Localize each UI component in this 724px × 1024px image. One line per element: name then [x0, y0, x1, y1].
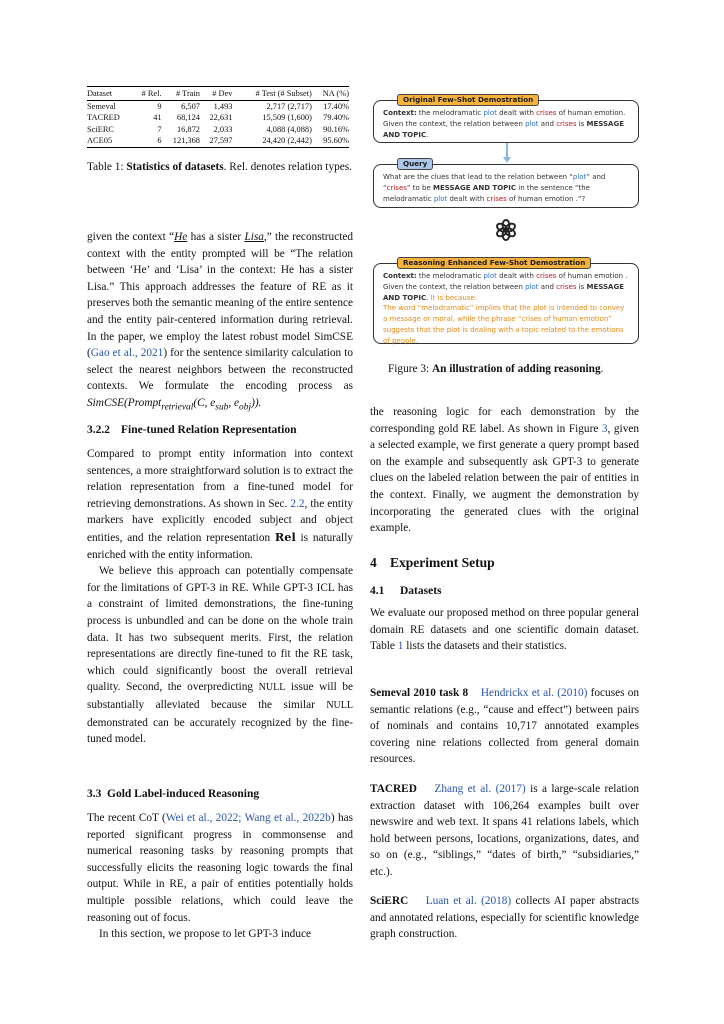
entity-plot: plot: [433, 194, 448, 203]
query-tag: Query: [397, 158, 433, 170]
rel-symbol: Rel: [274, 529, 296, 544]
relation-label: MESSAGE AND TOPIC: [383, 282, 624, 302]
table-cell: Semeval: [87, 102, 116, 112]
text-span: collects AI paper abstracts and annotated relations, especially for scientific knowledge graph construction.: [370, 895, 639, 941]
table-header-cell: # Dev: [200, 87, 232, 101]
text-span: dealt with: [496, 272, 537, 280]
table-1-caption: [87, 160, 353, 176]
section-number: 4.1: [370, 585, 385, 597]
text-span: dealt with: [447, 194, 487, 203]
table-header-row: [87, 87, 349, 101]
citation-link[interactable]: Zhang et al. (2017): [434, 783, 526, 795]
table-row: [87, 124, 349, 135]
table-link[interactable]: 1: [397, 640, 404, 653]
text-span: of human emotion .”?: [506, 194, 586, 203]
entity-plot: plot: [483, 109, 497, 117]
entity-plot: plot: [525, 119, 539, 128]
table-cell: 17.40%: [323, 102, 349, 112]
entity-plot: plot: [483, 272, 497, 280]
query-box: [373, 164, 639, 208]
math-span: SimCSE(Prompt: [87, 396, 162, 409]
context-label: Context:: [383, 272, 417, 280]
right-paragraph-1: [370, 404, 639, 537]
entity-plot: plot: [572, 173, 587, 181]
citation-link[interactable]: Wei et al., 2022: [165, 812, 239, 824]
left-paragraph-2: [87, 446, 353, 748]
text-span: and: [538, 282, 557, 291]
caption-label: Figure 3:: [388, 363, 430, 375]
text-span: The recent CoT (: [87, 812, 166, 824]
table-cell: 27,597: [200, 135, 232, 148]
citation-link[interactable]: Gao et al., 2021: [90, 347, 164, 360]
table-cell: 68,124: [176, 113, 200, 123]
text-span: In this section, we propose to let GPT-3 induce: [99, 928, 311, 941]
text-span: , given a selected example, we first generate a query prompt based on the example and subsequently ask GPT-3 to generate clues on the labeled relation between the pair of entities in the context. Finally, we augment the demonstration by incorporating the generated clues with the original example.: [370, 422, 640, 535]
text-span: Given the context, the relation between: [383, 282, 526, 291]
table-cell: 7: [157, 124, 162, 134]
text-span: lists the datasets and their statistics.: [403, 640, 567, 653]
context-label: Context:: [383, 109, 417, 117]
table-row: [87, 101, 349, 113]
text-span: the melodramatic: [416, 109, 484, 117]
entity-lisa: Lisa: [244, 231, 264, 243]
table-cell: 79.40%: [323, 113, 349, 123]
dataset-title: Semeval 2010 task 8: [370, 687, 469, 699]
section-heading-4: [370, 555, 495, 571]
table-header-cell: # Test (# Subset): [232, 87, 311, 101]
table-header-cell: NA (%): [312, 87, 349, 101]
text-span: .: [426, 293, 431, 302]
text-span: demonstrated can be accurately recognized by the fine-tuned model.: [87, 716, 353, 746]
openai-logo-icon: [494, 218, 518, 242]
math-span: (C, e: [193, 396, 216, 409]
scierc-paragraph: [370, 893, 639, 943]
arrow-head-icon: [503, 157, 511, 163]
reasoning-demo-box: [373, 263, 639, 344]
section-heading-3-3: [87, 788, 259, 800]
math-sub: sub: [215, 402, 229, 413]
caption-rest: . Rel. denotes relation types.: [223, 161, 352, 173]
relation-label: MESSAGE AND TOPIC: [383, 119, 624, 139]
figure-link[interactable]: 3: [601, 422, 608, 435]
table-cell: ACE05: [87, 135, 133, 148]
math-span: , e: [228, 396, 240, 409]
citation-link[interactable]: Luan et al. (2018): [425, 895, 512, 907]
dataset-title: SciERC: [370, 895, 409, 907]
table-cell: 2,033: [213, 124, 233, 134]
caption-label: Table 1:: [87, 161, 124, 173]
table-1: [87, 86, 353, 148]
text-span: Compared to prompt entity information into context sentences, a more straightforward solution is to extract the relation representation from a fine-tuned model for retrieving demonstrations. As shown in Sec.: [87, 448, 353, 510]
entity-crises: crises: [536, 109, 557, 117]
table-cell: 1,493: [213, 102, 233, 112]
reasoning-text: The word “melodramatic” implies that the plot is intended to convey a message or moral, while the phrase “crises of human emotion” suggests that the plot is dealing with a topic related to the emotions of people.: [383, 304, 625, 345]
text-span: is: [576, 119, 587, 128]
text-span: What are the clues that lead to the relation between “: [383, 173, 573, 181]
table-row: [87, 112, 349, 123]
math-span: )).: [251, 396, 262, 409]
statistics-table: [87, 86, 349, 148]
section-title: Gold Label-induced Reasoning: [107, 788, 260, 800]
text-span: .: [426, 130, 429, 139]
caption-end: .: [600, 363, 604, 375]
text-span: and: [538, 119, 557, 128]
figure-3-caption: [388, 362, 648, 378]
text-span: given the context “: [87, 231, 175, 243]
math-sub: retrieval: [161, 402, 194, 413]
because-text: It is because:: [430, 293, 478, 302]
text-span: in the sentence “the melodramatic: [383, 183, 590, 203]
entity-crises: crises: [536, 272, 557, 280]
math-sub: obj: [239, 402, 252, 413]
text-span: We believe this approach can potentially compensate for the limitations of GPT-3 in RE. While GPT-3 ICL has a constraint of limited demonstrations, the fine-tuning process is unbundled and can be done on the whole train data. It has two subsequent merits. First, the relation representations are directly fine-tuned to fit the RE task, which could significantly boost the overall retrieval quality. Second, the overpredicting: [87, 565, 353, 694]
table-cell: 90.16%: [323, 124, 349, 134]
table-cell: 2,717 (2,717): [266, 102, 312, 112]
section-number: 3.2.2: [87, 424, 110, 436]
text-span: ,” the reconstructed context with the entity prompted will be “The relation between ‘He’ and ‘Lisa’ in the context: He has a sister Lisa.” This approach addresses the feature of RE as it preserves both the semantic meaning of the entire sentence and the entity pair-centered information during retrieval. In the paper, we employ the latest robust model SimCSE (: [87, 231, 354, 360]
text-span: of human emotion .: [556, 272, 628, 280]
table-cell: SciERC: [87, 124, 114, 134]
text-span: Given the context, the relation between: [383, 119, 526, 128]
right-paragraph-2: [370, 605, 639, 655]
entity-crises: crises: [556, 282, 577, 291]
text-span: We evaluate our proposed method on three popular general domain RE datasets and one scientific domain dataset. Table: [370, 607, 639, 653]
text-span: ” to be: [406, 183, 434, 192]
text-span: ) has reported significant progress in commonsense and numerical reasoning tasks by reasoning prompts that successfully elicits the reasoning logic towards the final output. While in RE, a pair of entities potentially holds multiple possible relations, which could leave the reasoning out of focus.: [87, 812, 353, 924]
null-label: NULL: [258, 682, 286, 694]
section-heading-3-2-2: [87, 424, 296, 436]
relation-label: MESSAGE AND TOPIC: [433, 183, 517, 192]
original-demo-box: [373, 100, 639, 143]
text-span: the reasoning logic for each demonstration by the corresponding gold RE label. As shown in Figure: [370, 406, 639, 435]
section-number: 3.3: [87, 788, 102, 800]
text-span: has a sister: [187, 231, 245, 243]
text-span: the melodramatic: [416, 272, 484, 280]
table-cell: 41: [153, 113, 162, 123]
section-heading-4-1: [370, 585, 442, 597]
text-span: focuses on semantic relations (e.g., “cause and effect”) between pairs of nominals and contains 10,717 annotated examples covering nine relations collected from general domain resources.: [370, 687, 639, 766]
text-span: dealt with: [496, 109, 537, 117]
dataset-title: TACRED: [370, 783, 417, 795]
table-cell: 6: [133, 135, 161, 148]
text-span: , the entity markers have explicitly encoded subject and object entities, and the relation representation: [87, 497, 353, 544]
table-cell: 4,088 (4,088): [266, 124, 312, 134]
table-header-cell: # Train: [162, 87, 200, 101]
table-header-cell: # Rel.: [133, 87, 161, 101]
text-span: is naturally enriched with the entity information.: [87, 531, 353, 561]
semeval-paragraph: [370, 685, 639, 768]
null-label: NULL: [326, 699, 353, 711]
text-span: ) for the sentence similarity calculation to select the nearest neighbors between the reconstructed contexts. We formulate the encoding process as: [87, 347, 354, 393]
table-cell: 6,507: [181, 102, 200, 112]
text-span: is a large-scale relation extraction dataset with 106,264 examples built over newswire and web text. It spans 41 relations labels, which hold between persons, locations, organizations, dates, and so on (e.g., “siblings,” “dates of birth,” “subsidiaries,” etc.).: [370, 783, 639, 878]
section-number: 4: [370, 555, 377, 570]
caption-bold: Statistics of datasets: [126, 161, 224, 173]
section-title: Fine-tuned Relation Representation: [121, 424, 297, 436]
table-cell: 16,872: [176, 124, 200, 134]
entity-crises: crises: [556, 119, 577, 128]
text-span: is: [576, 282, 587, 291]
caption-bold: An illustration of adding reasoning: [431, 363, 601, 375]
section-title: Experiment Setup: [390, 555, 495, 570]
encoding-formula: [87, 396, 262, 413]
table-cell: 15,509 (1,600): [262, 113, 312, 123]
left-paragraph-4: [87, 810, 353, 943]
reasoning-demo-tag: Reasoning Enhanced Few-Shot Demostration: [397, 257, 591, 269]
entity-crises: crises: [486, 194, 507, 203]
citation-link[interactable]: Wang et al., 2022b: [244, 812, 331, 824]
table-row: [87, 135, 349, 148]
table-cell: 22,631: [209, 113, 233, 123]
table-header-cell: Dataset: [87, 87, 133, 101]
citation-link[interactable]: Hendrickx et al. (2010): [480, 687, 588, 699]
table-cell: TACRED: [87, 113, 120, 123]
table-cell: 95.60%: [312, 135, 349, 148]
entity-plot: plot: [525, 282, 539, 291]
section-link[interactable]: 2.2: [290, 497, 305, 510]
text-span: ” and “: [383, 173, 606, 192]
table-cell: 24,420 (2,442): [232, 135, 311, 148]
entity-he: He: [174, 231, 188, 243]
text-span: issue will be substantially alleviated because the similar: [87, 681, 353, 711]
section-title: Datasets: [400, 585, 442, 597]
entity-crises: crises: [386, 183, 407, 192]
original-demo-tag: Original Few-Shot Demostration: [397, 94, 539, 106]
table-cell: 9: [157, 102, 162, 112]
text-span: of human emotion.: [556, 109, 626, 117]
citation-separator: ;: [238, 812, 245, 824]
table-cell: 121,368: [162, 135, 200, 148]
left-paragraph-1: [87, 229, 353, 416]
tacred-paragraph: [370, 781, 639, 881]
